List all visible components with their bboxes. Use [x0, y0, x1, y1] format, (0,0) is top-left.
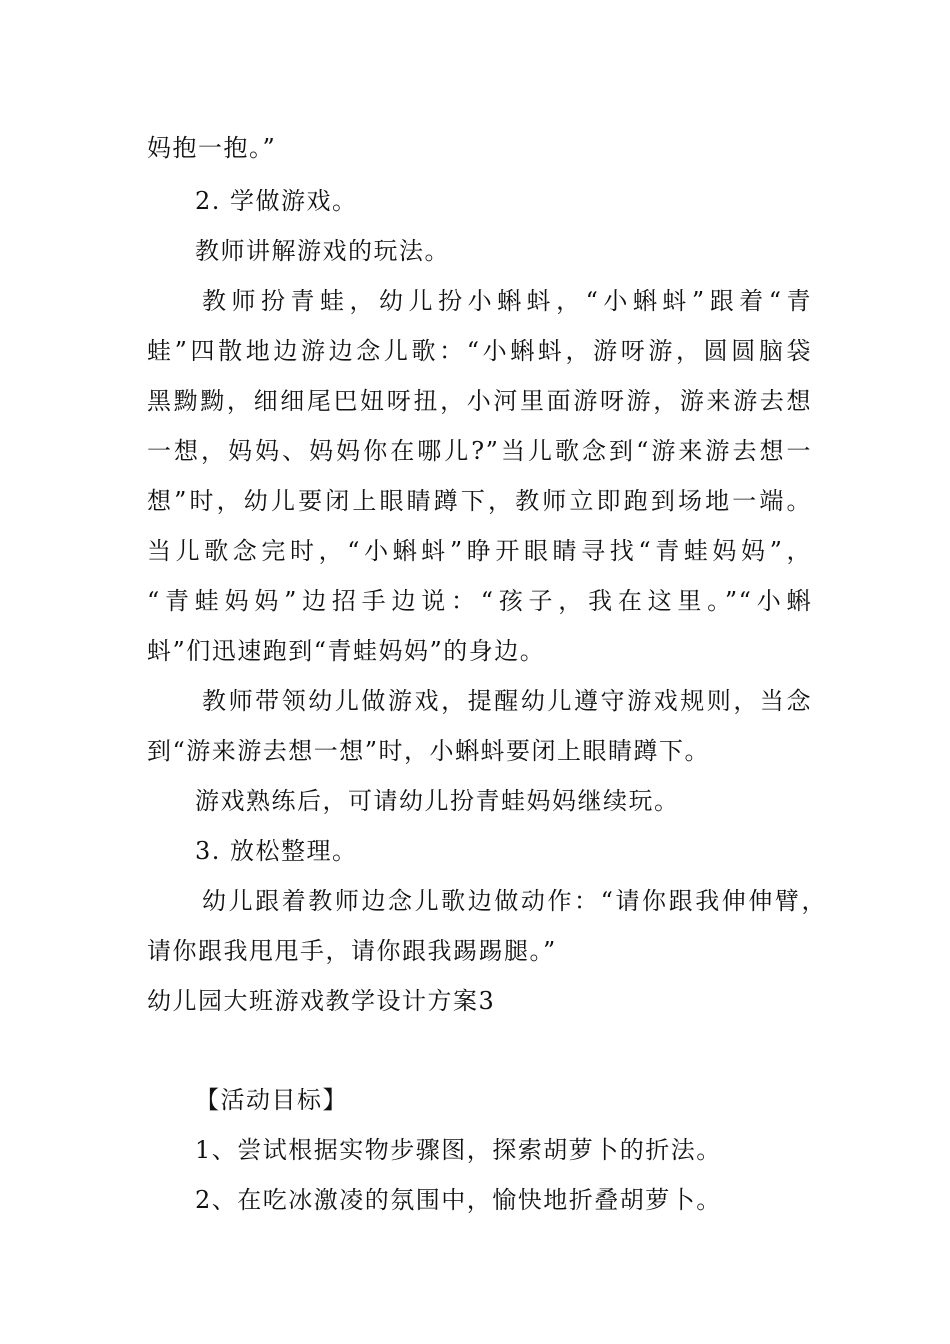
text-line: “青蛙妈妈”边招手边说：“孩子，我在这里。”“小蝌	[147, 587, 812, 615]
list-item: 2、在吃冰激凌的氛围中，愉快地折叠胡萝卜。	[195, 1186, 722, 1214]
text-line: 幼儿跟着教师边念儿歌边做动作：“请你跟我伸伸臂，	[202, 887, 827, 915]
text-line: 游戏熟练后，可请幼儿扮青蛙妈妈继续玩。	[195, 787, 680, 815]
text-line: 教师带领幼儿做游戏，提醒幼儿遵守游戏规则，当念	[202, 687, 812, 715]
section-heading: 3. 放松整理。	[195, 837, 358, 865]
list-item: 1、尝试根据实物步骤图，探索胡萝卜的折法。	[195, 1136, 722, 1164]
document-heading: 幼儿园大班游戏教学设计方案3	[147, 987, 496, 1015]
text-line: 请你跟我甩甩手，请你跟我踢踢腿。”	[147, 937, 557, 965]
text-line: 当儿歌念完时，“小蝌蚪”睁开眼睛寻找“青蛙妈妈”，	[147, 537, 812, 565]
text-line: 教师扮青蛙，幼儿扮小蝌蚪，“小蝌蚪”跟着“青	[202, 287, 812, 315]
text-line: 妈抱一抱。”	[147, 134, 277, 162]
text-line: 到“游来游去想一想”时，小蝌蚪要闭上眼睛蹲下。	[147, 737, 711, 765]
text-line: 蛙”四散地边游边念儿歌：“小蝌蚪，游呀游，圆圆脑袋	[147, 337, 812, 365]
text-line: 黑黝黝，细细尾巴妞呀扭，小河里面游呀游，游来游去想	[147, 387, 812, 415]
text-line: 教师讲解游戏的玩法。	[195, 237, 450, 265]
section-heading: 【活动目标】	[195, 1086, 348, 1114]
text-line: 一想，妈妈、妈妈你在哪儿?”当儿歌念到“游来游去想一	[147, 437, 812, 465]
text-line: 想”时，幼儿要闭上眼睛蹲下，教师立即跑到场地一端。	[147, 487, 812, 515]
text-line: 蚪”们迅速跑到“青蛙妈妈”的身边。	[147, 637, 546, 665]
section-heading: 2. 学做游戏。	[195, 187, 358, 215]
